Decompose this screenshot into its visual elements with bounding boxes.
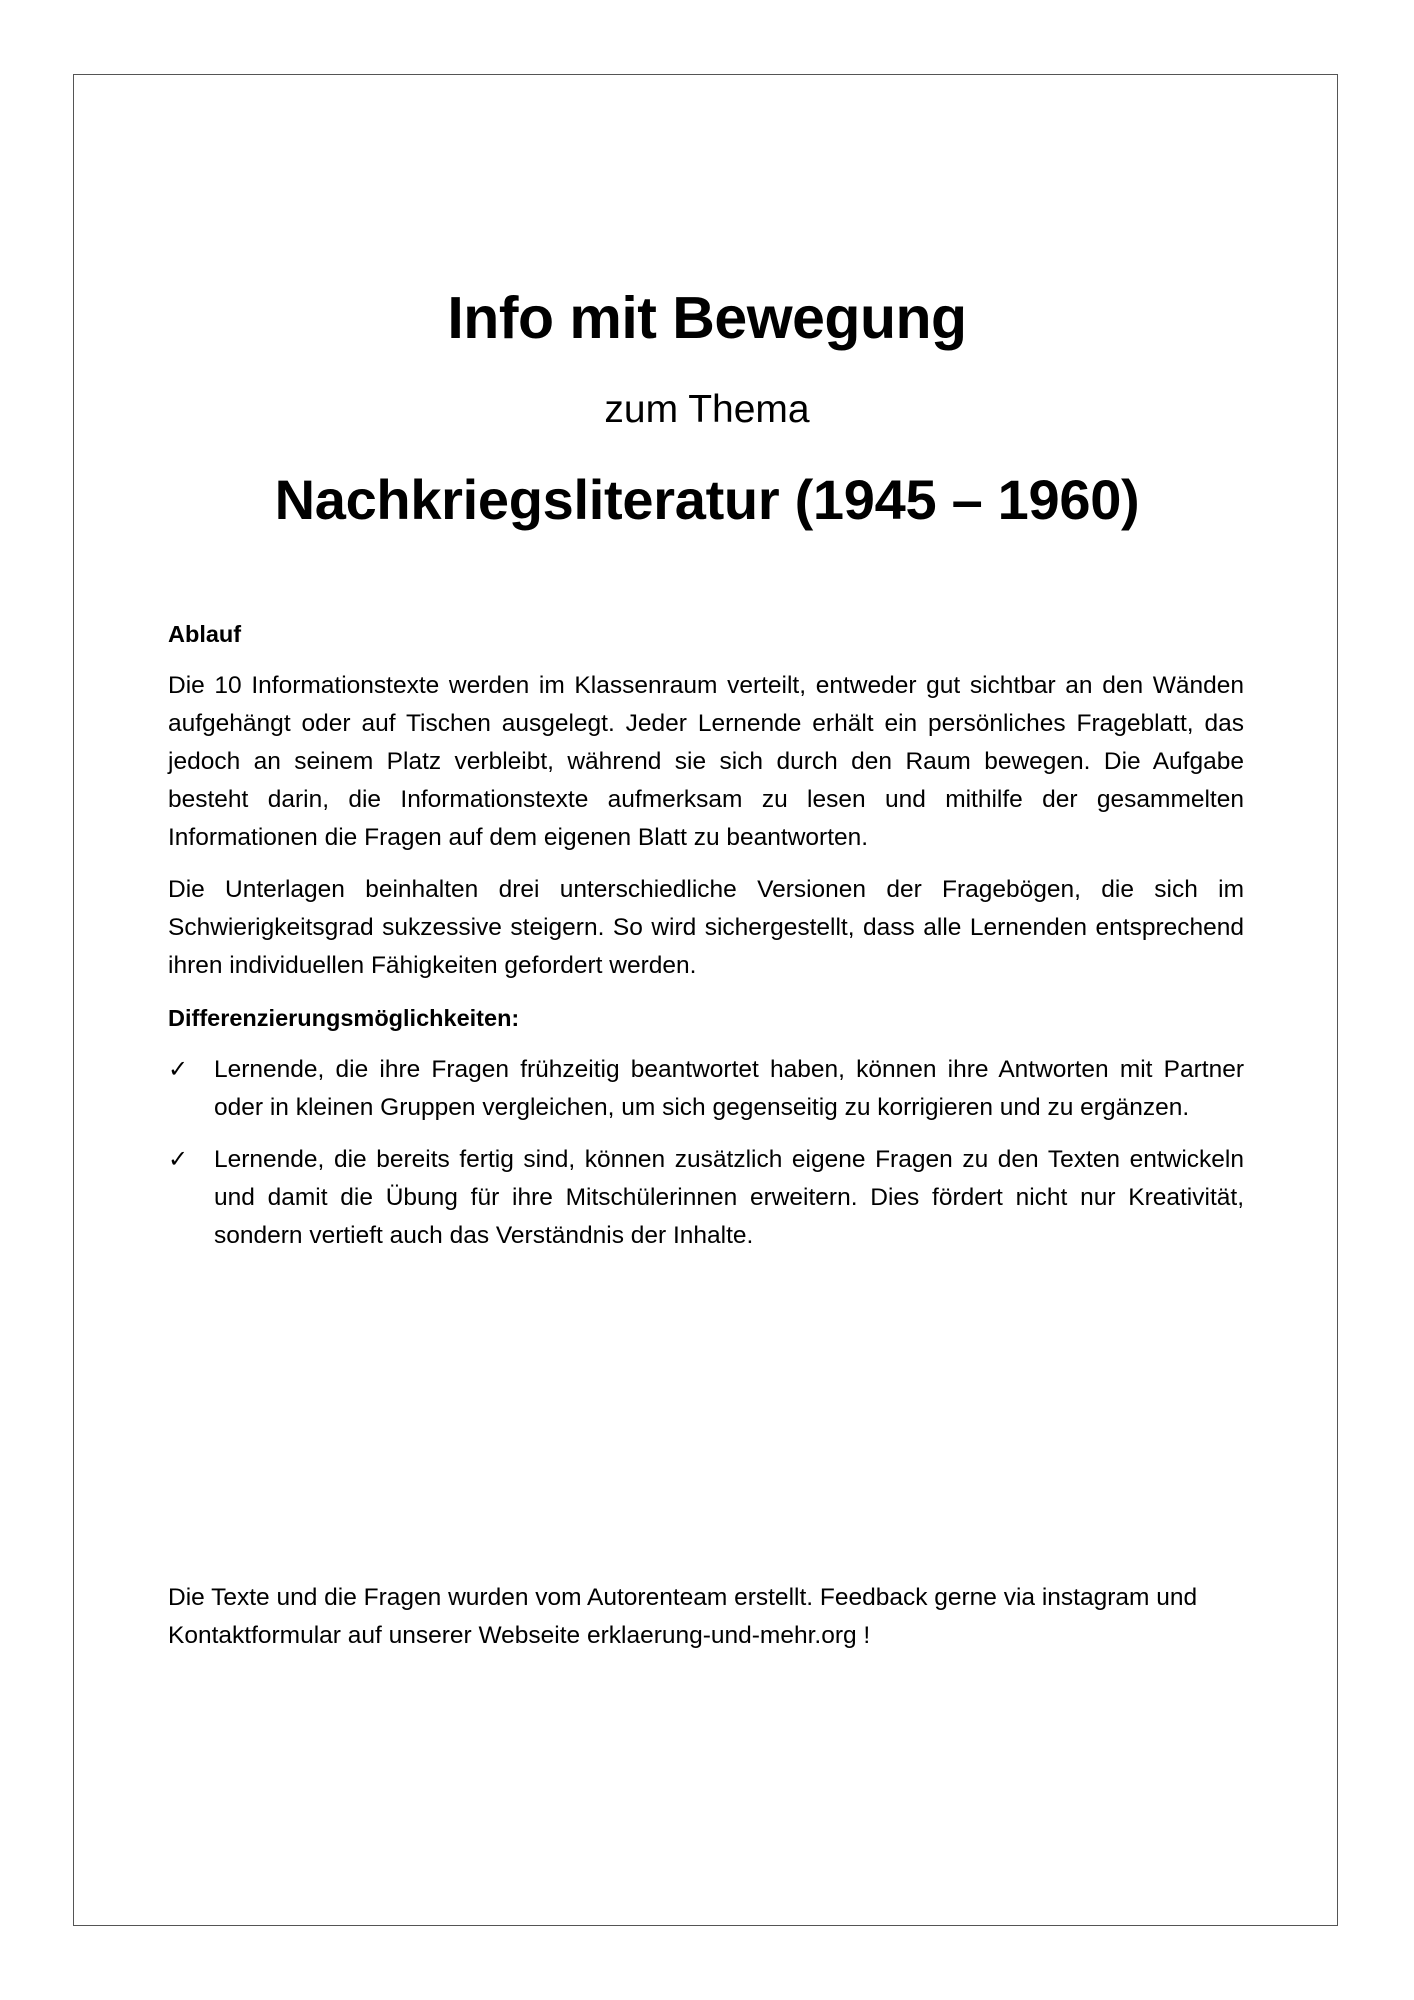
list-item <box>168 1051 1244 1127</box>
checkmark-icon: ✓ <box>168 1056 189 1083</box>
checkmark-icon: ✓ <box>168 1146 189 1173</box>
differenzierung-list <box>168 1051 1244 1255</box>
document-subtitle: zum Thema <box>604 388 810 431</box>
document-title: Info mit Bewegung <box>447 285 967 351</box>
list-item-text: Lernende, die ihre Fragen frühzeitig beantwortet haben, können ihre Antworten mit Partner oder in kleinen Gruppen vergleichen, um sich gegenseitig zu korrigieren und zu ergänzen. <box>214 1056 1244 1121</box>
ablauf-paragraph: Die 10 Informationstexte werden im Klassenraum verteilt, entweder gut sichtbar an den Wänden aufgehängt oder auf Tischen ausgelegt. Jeder Lernende erhält ein persönliches Frageblatt, das jedoch an seinem Platz verbleibt, während sie sich durch den Raum bewegen. Die Aufgabe besteht darin, die Informationstexte aufmerksam zu lesen und mithilfe der gesammelten Informationen die Fragen auf dem eigenen Blatt zu beantworten. <box>168 672 1244 851</box>
section-heading-ablauf: Ablauf <box>168 621 242 647</box>
section-heading-differenzierung: Differenzierungsmöglichkeiten: <box>168 1005 520 1031</box>
document-topic: Nachkriegsliteratur (1945 – 1960) <box>274 468 1140 531</box>
list-item <box>168 1141 1244 1255</box>
list-item-text: Lernende, die bereits fertig sind, können zusätzlich eigene Fragen zu den Texten entwickeln und damit die Übung für ihre Mitschülerinnen erweitern. Dies fördert nicht nur Kreativität, sondern vertieft auch das Verständnis der Inhalte. <box>214 1146 1244 1249</box>
footer-note: Die Texte und die Fragen wurden vom Autorenteam erstellt. Feedback gerne via instagram und Kontaktformular auf unserer Webseite erklaerung-und-mehr.org ! <box>168 1584 1198 1649</box>
ablauf-paragraph: Die Unterlagen beinhalten drei unterschiedliche Versionen der Fragebögen, die sich im Schwierigkeitsgrad sukzessive steigern. So wird sichergestellt, dass alle Lernenden entsprechend ihren individuellen Fähigkeiten gefordert werden. <box>168 876 1244 979</box>
document-body <box>168 615 1244 1269</box>
